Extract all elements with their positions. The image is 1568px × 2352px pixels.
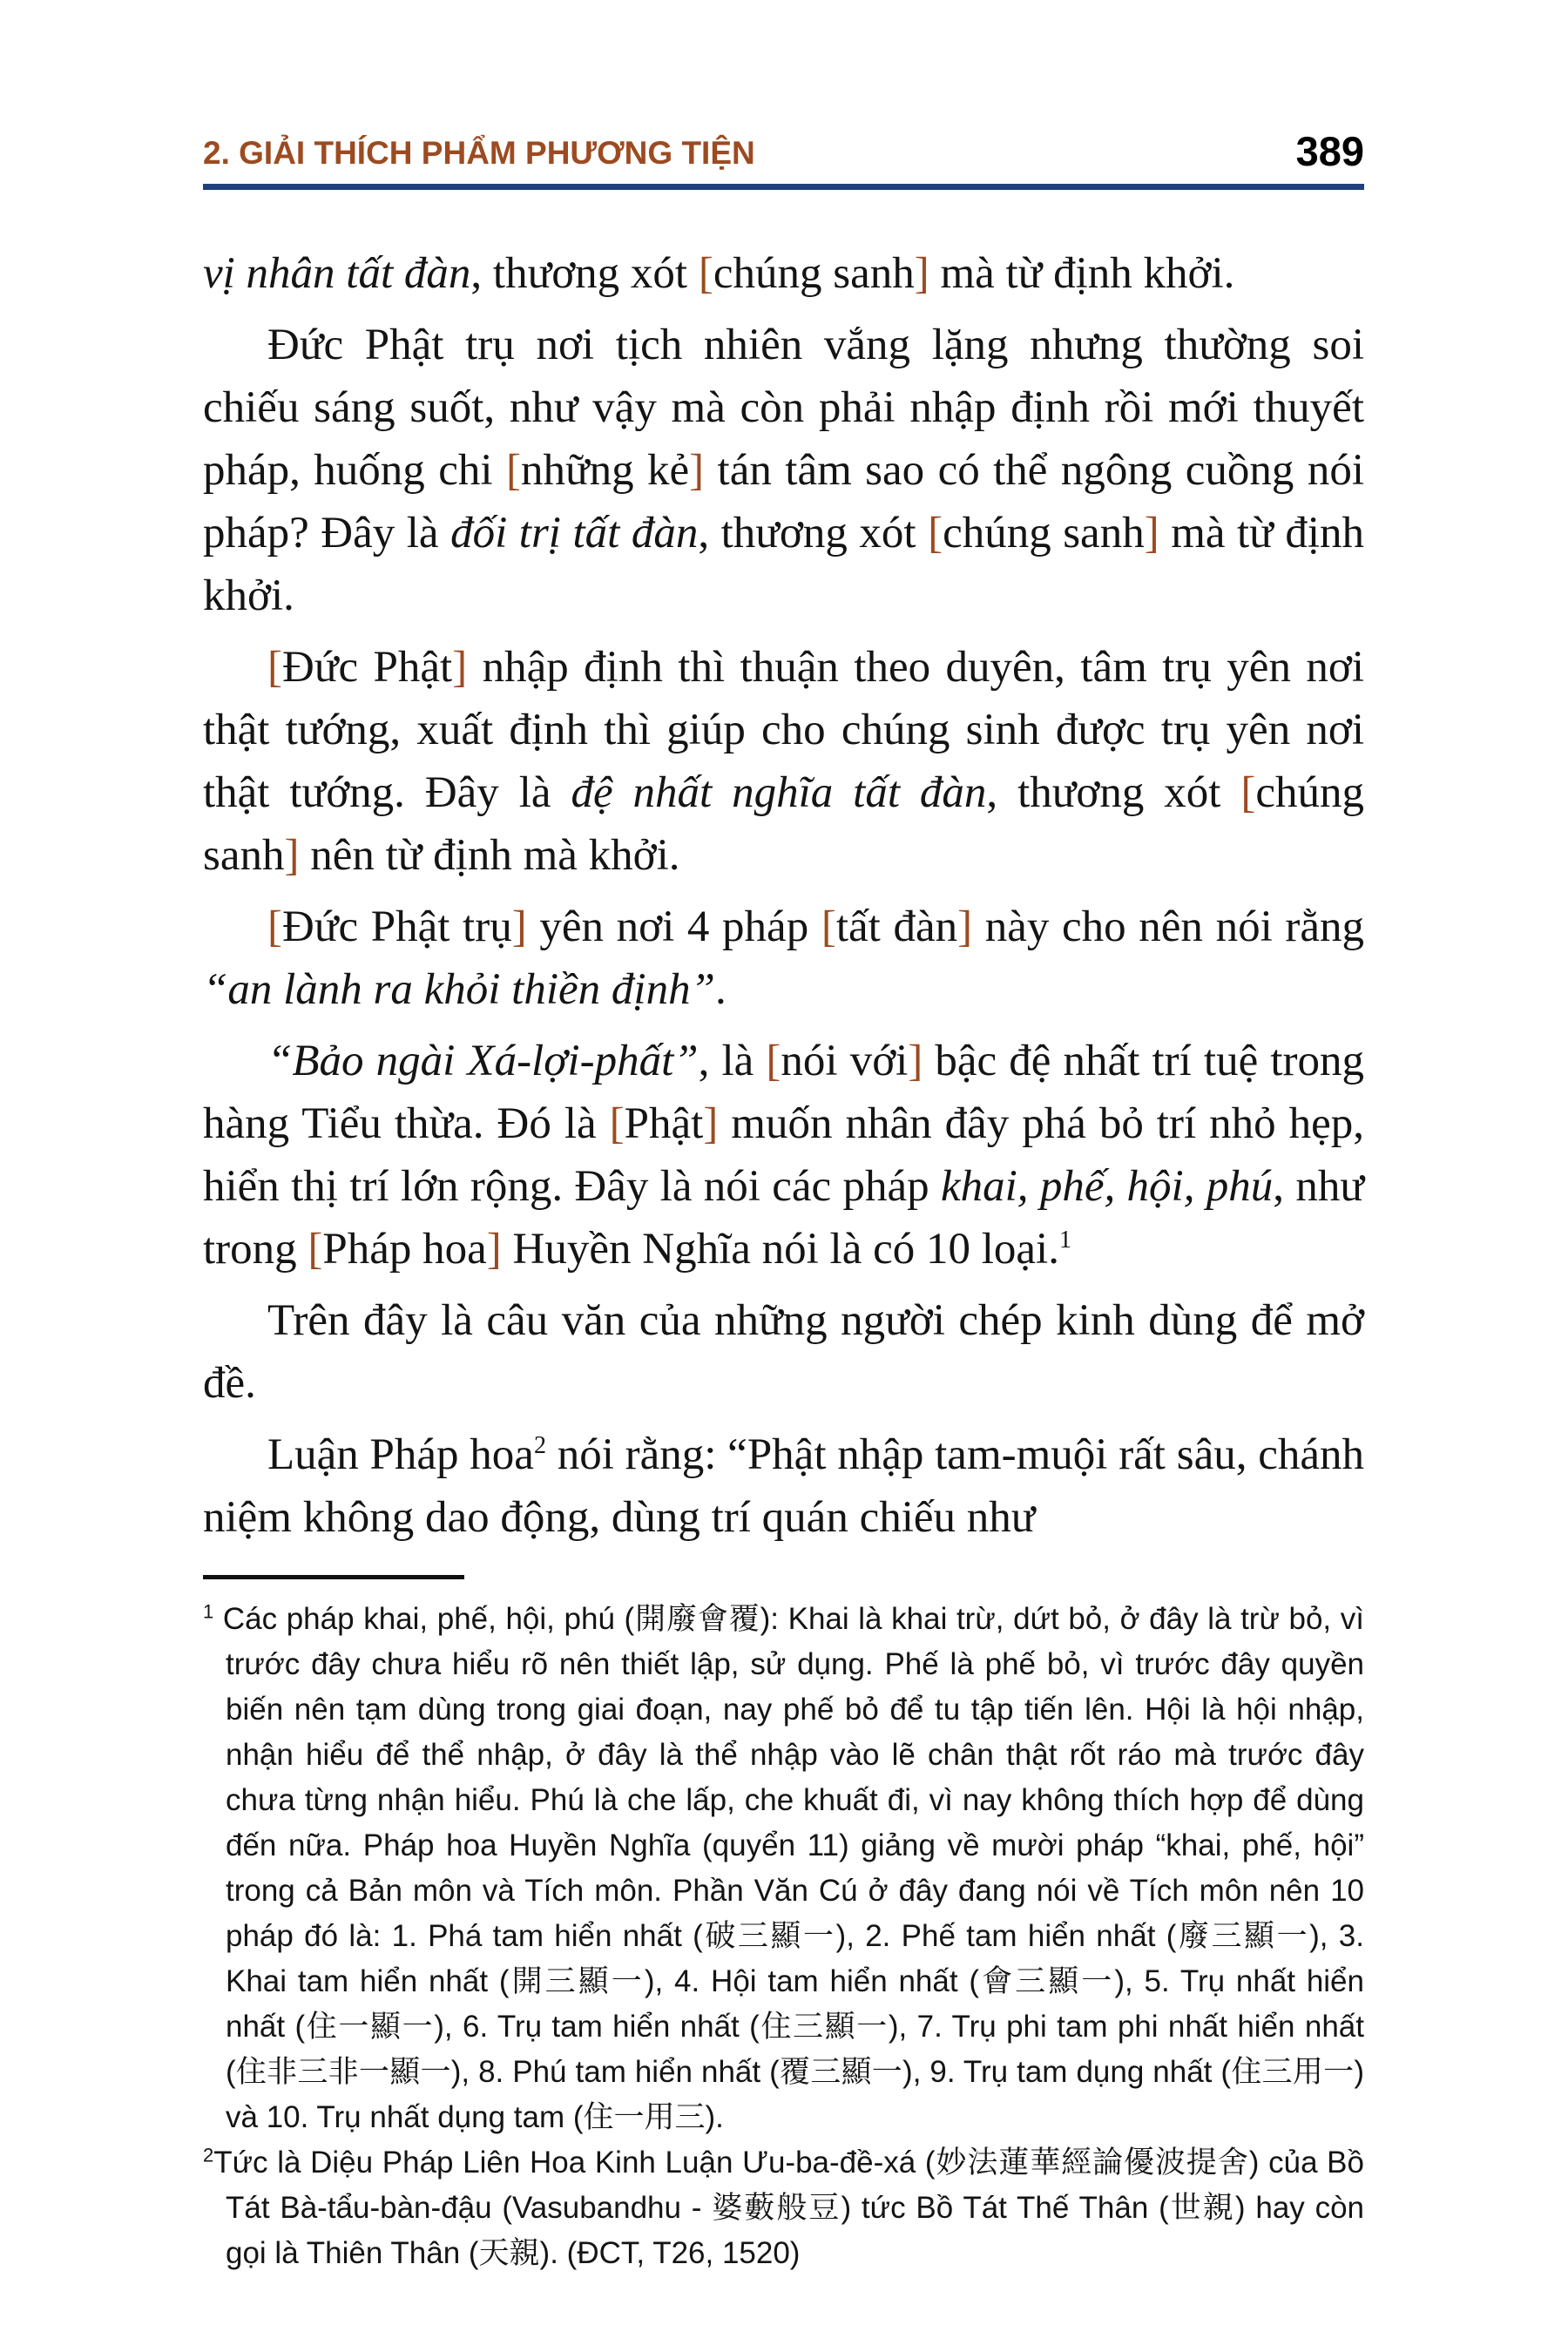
emphasized-term: vị nhân tất đàn bbox=[203, 249, 471, 298]
editorial-bracket-close: ] bbox=[914, 249, 929, 298]
editorial-bracket-open: [ bbox=[267, 643, 282, 692]
editorial-bracket-close: ] bbox=[1144, 509, 1159, 558]
editorial-bracket-open: [ bbox=[821, 902, 836, 951]
editorial-bracket-open: [ bbox=[308, 1225, 323, 1274]
footnote-marker: 1 bbox=[203, 1600, 214, 1623]
editorial-bracket-open: [ bbox=[609, 1099, 625, 1148]
emphasized-term: đối trị tất đàn bbox=[450, 509, 699, 558]
body-paragraph: Luận Pháp hoa$^2$ nói rằng: “Phật nhập tam-muội rất sâu, chánh niệm không dao động, dùng trí quán chiếu như bbox=[203, 1430, 1364, 1542]
emphasized-term: “Bảo ngài Xá-lợi-phất” bbox=[267, 1037, 699, 1085]
footnotes-section bbox=[203, 1575, 1364, 2276]
editorial-bracket-open: [ bbox=[766, 1037, 781, 1085]
editorial-bracket-close: ] bbox=[689, 446, 705, 495]
editorial-bracket-close: ] bbox=[908, 1037, 923, 1085]
editorial-bracket-close: ] bbox=[284, 831, 300, 880]
body-paragraph: [Đức Phật trụ] yên nơi 4 pháp [tất đàn] này cho nên nói rằng “an lành ra khỏi thiền định”. bbox=[203, 902, 1364, 1014]
footnote-reference: 2 bbox=[533, 1432, 546, 1459]
editorial-bracket-open: [ bbox=[267, 902, 282, 951]
editorial-bracket-close: ] bbox=[703, 1099, 719, 1148]
body-paragraph: vị nhân tất đàn, thương xót [chúng sanh] mà từ định khởi. bbox=[203, 249, 1235, 298]
editorial-bracket-close: ] bbox=[957, 902, 973, 951]
footnote-marker: 2 bbox=[203, 2144, 214, 2166]
editorial-bracket-close: ] bbox=[511, 902, 527, 951]
emphasized-term: khai, phế, hội, phú bbox=[940, 1162, 1274, 1211]
footnote-separator bbox=[203, 1575, 464, 1579]
running-head bbox=[203, 128, 1364, 190]
editorial-bracket-open: [ bbox=[928, 509, 943, 558]
editorial-bracket-close: ] bbox=[486, 1225, 502, 1274]
body-paragraph: “Bảo ngài Xá-lợi-phất”, là [nói với] bậc đệ nhất trí tuệ trong hàng Tiểu thừa. Đó là [Phật] muốn nhân đây phá bỏ trí nhỏ hẹp, hiển thị trí lớn rộng. Đây là nói các pháp khai, phế, hội, phú, như trong [Pháp hoa] Huyền Nghĩa nói là có 10 loại.$^1$ bbox=[203, 1037, 1364, 1274]
editorial-bracket-close: ] bbox=[452, 643, 468, 692]
emphasized-term: “an lành ra khỏi thiền định” bbox=[203, 965, 715, 1014]
footnote-reference: 1 bbox=[1058, 1227, 1071, 1254]
emphasized-term: đệ nhất nghĩa tất đàn bbox=[571, 768, 987, 817]
editorial-bracket-open: [ bbox=[698, 249, 713, 298]
body-text bbox=[203, 242, 1364, 1549]
editorial-bracket-open: [ bbox=[505, 446, 521, 495]
chapter-title: 2. GIẢI THÍCH PHẨM PHƯƠNG TIỆN bbox=[203, 135, 755, 171]
footnote-item: $^1$ Các pháp khai, phế, hội, phú (開廢會覆): Khai là khai trừ, dứt bỏ, ở đây là trừ bỏ, vì trước đây chưa hiểu rõ nên thiết lập, sử dụng. Phế là phế bỏ, vì trước đây quyền biến nên tạm dùng trong giai đoạn, nay phế bỏ để tu tập tiến lên. Hội là hội nhập, nhận hiểu để thể nhập, ở đây là thể nhập vào lẽ chân thật rốt ráo mà trước đây chưa từng nhận hiểu. Phú là che lấp, che khuất đi, vì nay không thích hợp để dùng đến nữa. Pháp hoa Huyền Nghĩa (quyển 11) giảng về mười pháp “khai, phế, hội” trong cả Bản môn và Tích môn. Phần Văn Cú ở đây đang nói về Tích môn nên 10 pháp đó là: 1. Phá tam hiển nhất (破三顯一), 2. Phế tam hiển nhất (廢三顯一), 3. Khai tam hiển nhất (開三顯一), 4. Hội tam hiển nhất (會三顯一), 5. Trụ nhất hiển nhất (住一顯一), 6. Trụ tam hiển nhất (住三顯一), 7. Trụ phi tam phi nhất hiển nhất (住非三非一顯一), 8. Phú tam hiển nhất (覆三顯一), 9. Trụ tam dụng nhất (住三用一) và 10. Trụ nhất dụng tam (住一用三). bbox=[203, 1600, 1364, 2134]
body-paragraph: Đức Phật trụ nơi tịch nhiên vắng lặng nhưng thường soi chiếu sáng suốt, như vậy mà còn phải nhập định rồi mới thuyết pháp, huống chi [những kẻ] tán tâm sao có thể ngông cuồng nói pháp? Đây là đối trị tất đàn, thương xót [chúng sanh] mà từ định khởi. bbox=[203, 321, 1365, 620]
page-content bbox=[203, 128, 1365, 2276]
body-paragraph: Trên đây là câu văn của những người chép kinh dùng để mở đề. bbox=[203, 1296, 1364, 1408]
body-paragraph: [Đức Phật] nhập định thì thuận theo duyên, tâm trụ yên nơi thật tướng, xuất định thì giúp cho chúng sinh được trụ yên nơi thật tướng. Đây là đệ nhất nghĩa tất đàn, thương xót [chúng sanh] nên từ định mà khởi. bbox=[203, 643, 1365, 880]
editorial-bracket-open: [ bbox=[1240, 768, 1256, 817]
footnote-item: $^2$Tức là Diệu Pháp Liên Hoa Kinh Luận Ưu-ba-đề-xá (妙法蓮華經論優波提舍) của Bồ Tát Bà-tẩu-bàn-đậu (Vasubandhu - 婆藪般豆) tức Bồ Tát Thế Thân (世親) hay còn gọi là Thiên Thân (天親). (ĐCT, T26, 1520) bbox=[203, 2144, 1364, 2270]
page-number: 389 bbox=[1295, 128, 1364, 174]
